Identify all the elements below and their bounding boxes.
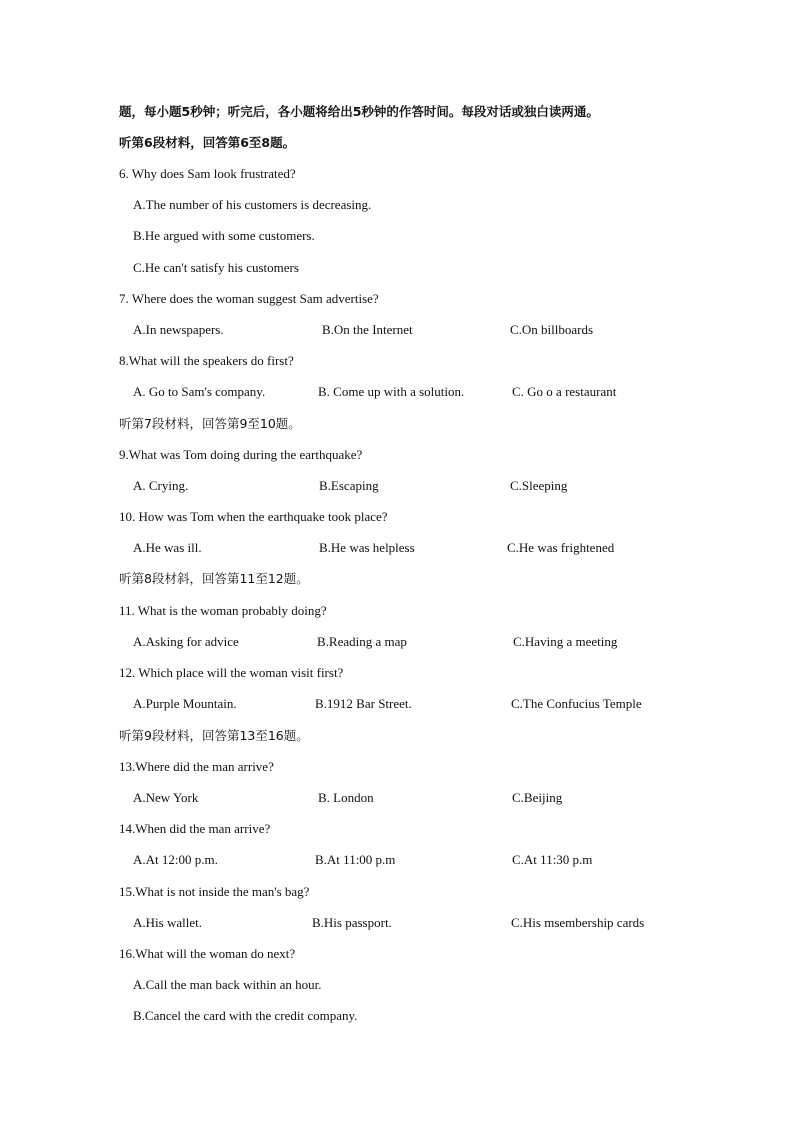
question-12-option-a: A.Purple Mountain. xyxy=(133,696,237,711)
question-8: 8.What will the speakers do first? xyxy=(119,353,294,368)
question-16-option-b: B.Cancel the card with the credit company. xyxy=(133,1008,358,1023)
question-6-option-a: A.The number of his customers is decreasing. xyxy=(133,197,372,212)
section-heading-6: 听第6段材料，回答第6至8题。 xyxy=(119,135,296,150)
question-10-option-b: B.He was helpless xyxy=(319,540,415,555)
question-15-option-a: A.His wallet. xyxy=(133,915,202,930)
question-14-option-c: C.At 11:30 p.m xyxy=(512,852,593,867)
question-11-option-c: C.Having a meeting xyxy=(513,634,618,649)
question-7-option-b: B.On the Internet xyxy=(322,322,413,337)
question-15-option-c: C.His msembership cards xyxy=(511,915,645,930)
question-13-option-c: C.Beijing xyxy=(512,790,563,805)
question-14: 14.When did the man arrive? xyxy=(119,821,271,836)
question-16: 16.What will the woman do next? xyxy=(119,946,296,961)
question-9-option-b: B.Escaping xyxy=(319,478,379,493)
question-6-option-c: C.He can't satisfy his customers xyxy=(133,260,299,275)
question-10: 10. How was Tom when the earthquake took place? xyxy=(119,509,388,524)
question-9: 9.What was Tom doing during the earthquake? xyxy=(119,447,363,462)
question-6-option-b: B.He argued with some customers. xyxy=(133,228,315,243)
question-14-option-a: A.At 12:00 p.m. xyxy=(133,852,218,867)
question-11-option-a: A.Asking for advice xyxy=(133,634,239,649)
question-11-option-b: B.Reading a map xyxy=(317,634,407,649)
question-11: 11. What is the woman probably doing? xyxy=(119,603,327,618)
question-7-option-c: C.On billboards xyxy=(510,322,594,337)
question-15: 15.What is not inside the man's bag? xyxy=(119,884,310,899)
question-8-option-c: C. Go o a restaurant xyxy=(512,384,617,399)
question-13: 13.Where did the man arrive? xyxy=(119,759,274,774)
question-10-option-c: C.He was frightened xyxy=(507,540,615,555)
question-16-option-a: A.Call the man back within an hour. xyxy=(133,977,322,992)
question-9-option-c: C.Sleeping xyxy=(510,478,568,493)
question-9-option-a: A. Crying. xyxy=(133,478,189,493)
section-heading-8: 听第8段材斜，回答第11至12题。 xyxy=(119,571,309,586)
section-heading-7: 听第7段材料，回答第9至10题。 xyxy=(119,416,301,431)
question-12-option-b: B.1912 Bar Street. xyxy=(315,696,412,711)
question-12: 12. Which place will the woman visit first? xyxy=(119,665,344,680)
question-8-option-b: B. Come up with a solution. xyxy=(318,384,465,399)
question-14-option-b: B.At 11:00 p.m xyxy=(315,852,396,867)
question-8-option-a: A. Go to Sam's company. xyxy=(133,384,266,399)
question-6: 6. Why does Sam look frustrated? xyxy=(119,166,296,181)
question-7-option-a: A.In newspapers. xyxy=(133,322,224,337)
instruction-line: 题，每小题5秒钟；听完后，各小题将给出5秒钟的作答时间。每段对话或独白读两通。 xyxy=(119,104,599,119)
question-10-option-a: A.He was ill. xyxy=(133,540,202,555)
question-13-option-a: A.New York xyxy=(133,790,199,805)
section-heading-9: 听第9段材料，回答第13至16题。 xyxy=(119,728,309,743)
question-12-option-c: C.The Confucius Temple xyxy=(511,696,642,711)
question-7: 7. Where does the woman suggest Sam advertise? xyxy=(119,291,379,306)
question-13-option-b: B. London xyxy=(318,790,374,805)
question-15-option-b: B.His passport. xyxy=(312,915,392,930)
